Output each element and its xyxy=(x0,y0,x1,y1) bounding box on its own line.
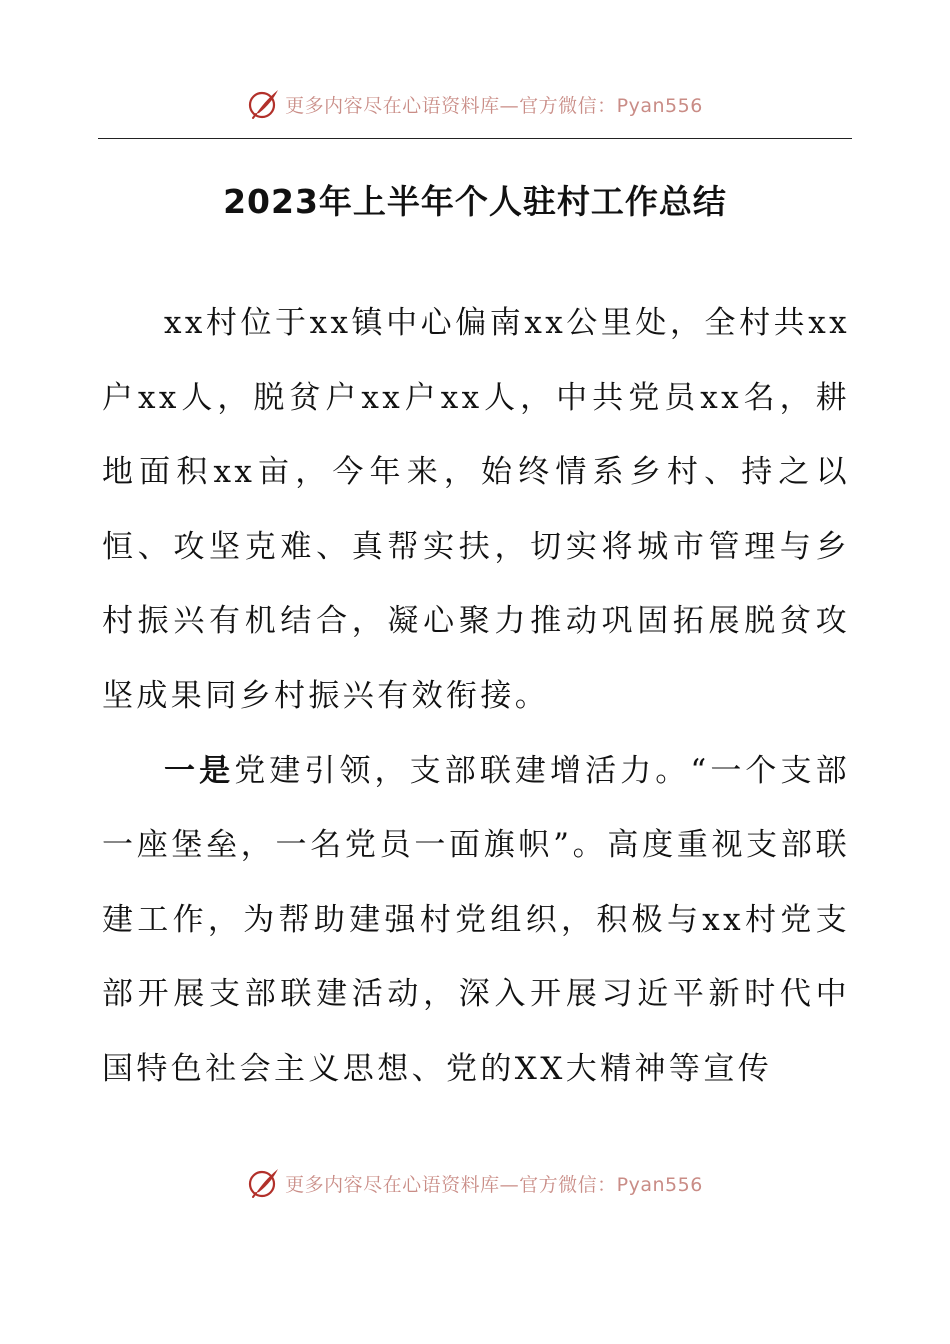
quill-pen-logo-icon xyxy=(247,87,281,121)
header-banner xyxy=(0,84,950,124)
quill-pen-logo-icon xyxy=(247,1166,281,1200)
banner-wechat-id: Pyan556 xyxy=(616,94,703,117)
banner-wechat-id: Pyan556 xyxy=(616,1173,703,1196)
banner-slogan: 更多内容尽在心语资料库—官方微信： xyxy=(285,1173,617,1196)
paragraph-text: 党建引领，支部联建增活力。“一个支部一座堡垒，一名党员一面旗帜”。高度重视支部联建工作，为帮助建强村党组织，积极与xx村党支部开展支部联建活动，深入开展习近平新时代中国特色社会主义思想、党的XX大精神等宣传 xyxy=(102,752,850,1087)
banner-text xyxy=(285,1170,703,1197)
paragraph-lead: 一是 xyxy=(164,752,235,789)
paragraph-intro: xx村位于xx镇中心偏南xx公里处，全村共xx户xx人，脱贫户xx户xx人，中共党员xx名，耕地面积xx亩，今年来，始终情系乡村、持之以恒、攻坚克难、真帮实扶，切实将城市管理与乡村振兴有机结合，凝心聚力推动巩固拓展脱贫攻坚成果同乡村振兴有效衔接。 xyxy=(102,305,850,714)
document-body xyxy=(102,286,850,1107)
banner-text xyxy=(285,91,703,118)
header-divider xyxy=(98,138,852,139)
banner-slogan: 更多内容尽在心语资料库—官方微信： xyxy=(285,94,617,117)
footer-banner xyxy=(0,1163,950,1203)
document-title: 2023年上半年个人驻村工作总结 xyxy=(223,182,727,221)
paragraph-party-building xyxy=(102,734,850,1107)
